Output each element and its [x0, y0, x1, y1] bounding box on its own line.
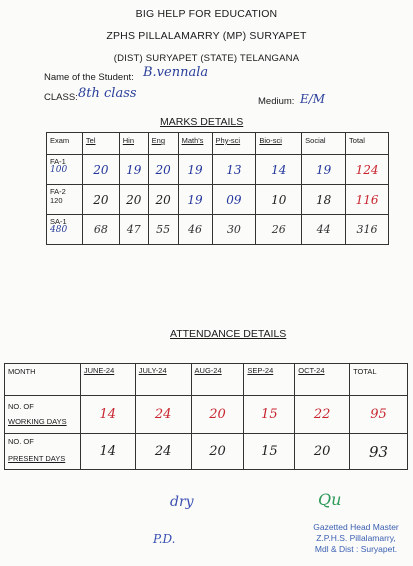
- mark-cell: 46: [178, 215, 212, 245]
- present-cell: 20: [191, 434, 244, 470]
- school-heading: BIG HELP FOR EDUCATION: [135, 8, 278, 20]
- exam-max: 120: [50, 196, 63, 205]
- total-cell: 316: [346, 215, 389, 245]
- marks-header-row: [47, 133, 389, 155]
- mark-cell: 20: [82, 185, 119, 215]
- mark-cell: 20: [148, 185, 178, 215]
- mark-cell: 68: [82, 215, 119, 245]
- mark-cell: 20: [148, 155, 178, 185]
- school-location: (DIST) SURYAPET (STATE) TELANGANA: [113, 53, 300, 64]
- exam-max: 100: [50, 165, 68, 175]
- school-name: ZPHS PILLALAMARRY (MP) SURYAPET: [106, 30, 307, 42]
- month-aug: AUG-24: [191, 364, 244, 396]
- marks-row-fa1: [47, 155, 389, 185]
- working-cell: 24: [135, 396, 191, 434]
- stamp-line1: Gazetted Head Master: [313, 522, 399, 532]
- mark-cell: 20: [82, 155, 119, 185]
- month-sep: SEP-24: [244, 364, 295, 396]
- working-cell: 14: [80, 396, 135, 434]
- marks-row-fa2: [47, 185, 389, 215]
- present-label-line1: NO. OF: [8, 437, 34, 446]
- mark-cell: 19: [302, 155, 346, 185]
- marks-title: MARKS DETAILS: [160, 116, 244, 128]
- mark-cell: 10: [256, 185, 302, 215]
- present-days-row: [5, 434, 408, 470]
- mark-cell: 26: [256, 215, 302, 245]
- working-cell: 20: [191, 396, 244, 434]
- exam-name: SA-1: [50, 217, 67, 226]
- headmaster-signature: Qu: [318, 490, 342, 509]
- mark-cell: 09: [212, 185, 256, 215]
- mark-cell: 19: [178, 185, 212, 215]
- mark-cell: 18: [302, 185, 346, 215]
- present-cell: 20: [295, 434, 350, 470]
- mark-cell: 20: [119, 185, 148, 215]
- col-tel: Tel: [82, 133, 119, 155]
- marks-row-sa1: [47, 215, 389, 245]
- mark-cell: 13: [212, 155, 256, 185]
- stamp-line2: Z.P.H.S. Pillalamarry,: [316, 533, 396, 543]
- working-days-label: [5, 396, 81, 434]
- col-eng: Eng: [148, 133, 178, 155]
- exam-max: 480: [50, 225, 68, 235]
- medium-value: E/M: [300, 92, 326, 106]
- left-signature-initials: P.D.: [153, 532, 176, 546]
- present-cell: 14: [80, 434, 135, 470]
- mark-cell: 44: [302, 215, 346, 245]
- col-total: Total: [346, 133, 389, 155]
- working-label-line1: NO. OF: [8, 402, 34, 411]
- col-biosci: Bio-sci: [256, 133, 302, 155]
- mark-cell: 47: [119, 215, 148, 245]
- col-social: Social: [302, 133, 346, 155]
- mark-cell: 19: [119, 155, 148, 185]
- working-cell: 15: [244, 396, 295, 434]
- col-physci: Phy-sci: [212, 133, 256, 155]
- total-cell: 116: [346, 185, 389, 215]
- mark-cell: 14: [256, 155, 302, 185]
- working-days-row: [5, 396, 408, 434]
- class-value: 8th class: [78, 86, 137, 101]
- attendance-table: [4, 363, 408, 470]
- month-oct: OCT-24: [295, 364, 350, 396]
- student-name-value: B.vennala: [143, 65, 209, 80]
- exam-cell: [47, 155, 83, 185]
- medium-label: Medium:: [258, 96, 295, 107]
- left-signature: dry: [170, 494, 194, 510]
- exam-name: FA-2: [50, 187, 66, 196]
- total-header: TOTAL: [350, 364, 408, 396]
- mark-cell: 19: [178, 155, 212, 185]
- class-label: CLASS:: [44, 92, 78, 103]
- marks-table: [46, 132, 389, 245]
- attendance-title: ATTENDANCE DETAILS: [170, 328, 287, 340]
- col-exam: Exam: [47, 133, 83, 155]
- mark-cell: 30: [212, 215, 256, 245]
- month-header: MONTH: [5, 364, 81, 396]
- col-hin: Hin: [119, 133, 148, 155]
- present-days-label: [5, 434, 81, 470]
- month-june: JUNE-24: [80, 364, 135, 396]
- present-label-line2: PRESENT DAYS: [8, 454, 66, 463]
- working-label-line2: WORKING DAYS: [8, 417, 67, 426]
- working-total-cell: 95: [350, 396, 408, 434]
- col-maths: Math's: [178, 133, 212, 155]
- headmaster-stamp: [296, 522, 413, 555]
- attendance-header-row: [5, 364, 408, 396]
- exam-name: FA-1: [50, 157, 66, 166]
- present-cell: 15: [244, 434, 295, 470]
- exam-cell: [47, 185, 83, 215]
- month-july: JULY-24: [135, 364, 191, 396]
- stamp-line3: Mdl & Dist : Suryapet.: [314, 544, 398, 554]
- total-cell: 124: [346, 155, 389, 185]
- working-cell: 22: [295, 396, 350, 434]
- mark-cell: 55: [148, 215, 178, 245]
- present-cell: 24: [135, 434, 191, 470]
- student-name-label: Name of the Student:: [44, 72, 134, 83]
- present-total-cell: 93: [350, 434, 408, 470]
- exam-cell: [47, 215, 83, 245]
